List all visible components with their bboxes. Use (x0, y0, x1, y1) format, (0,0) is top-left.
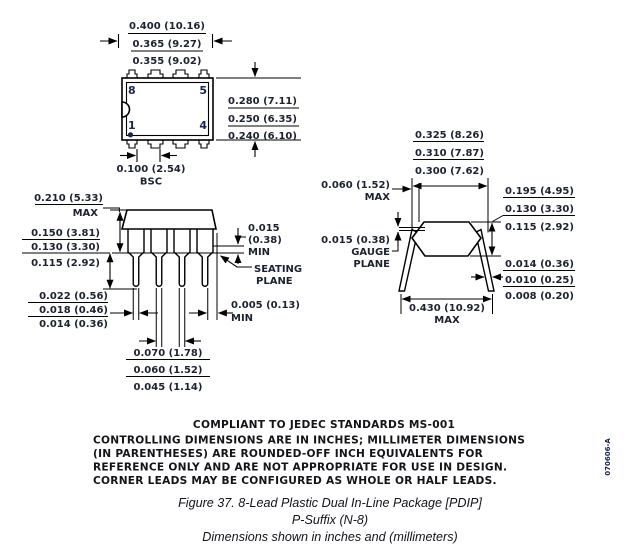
dim-gauge-plane: 0.015 (0.38) (321, 235, 390, 246)
dim-standoff-qualifier: MIN (248, 247, 271, 258)
dim-width-max: 0.400 (10.16) (129, 21, 205, 32)
dim-lead-length-min: 0.115 (2.92) (31, 258, 100, 269)
seating-plane-label-2: PLANE (256, 276, 293, 287)
dim-row-spacing-min: 0.300 (7.62) (415, 166, 484, 177)
dim-shoulder-width-max: 0.070 (1.78) (133, 348, 203, 359)
pin-number-1: 1 (128, 119, 136, 132)
dim-overall-height-qualifier: MAX (72, 208, 98, 219)
pin-number-5: 5 (199, 84, 207, 97)
end-view (321, 130, 575, 326)
dim-lead-length-nom: 0.130 (3.30) (31, 242, 100, 253)
dim-body-max: 0.280 (7.11) (228, 96, 297, 107)
gauge-plane-label-2: PLANE (353, 259, 390, 270)
front-body-outline (122, 210, 216, 229)
dim-body-height-min: 0.115 (2.92) (505, 222, 574, 233)
drawing-revision-code: 070606-A (604, 438, 612, 476)
pin-number-4: 4 (199, 119, 207, 132)
jedec-compliance-note: COMPLIANT TO JEDEC STANDARDS MS-001 (192, 419, 456, 431)
dim-lead-length-max: 0.150 (3.81) (31, 228, 100, 239)
compliance-notes (93, 419, 525, 487)
dim-body-min: 0.240 (6.10) (228, 131, 297, 142)
dim-lead-width-nom: 0.018 (0.46) (39, 305, 108, 316)
dim-width-nom: 0.365 (9.27) (132, 39, 202, 50)
pin-number-8: 8 (128, 84, 136, 97)
dim-standoff: 0.015 (248, 223, 280, 234)
dim-lead-width-min: 0.014 (0.36) (39, 319, 108, 330)
dim-row-spacing-max: 0.325 (8.26) (415, 130, 484, 141)
controlling-dimensions-note-line-1: CONTROLLING DIMENSIONS ARE IN INCHES; MILLIMETER DIMENSIONS (93, 434, 526, 447)
dim-lead-thickness-max: 0.014 (0.36) (505, 259, 574, 270)
dim-span-qualifier: MAX (434, 315, 460, 326)
dim-lead-pitch-qualifier: BSC (139, 176, 163, 188)
controlling-dimensions-note-line-4: CORNER LEADS MAY BE CONFIGURED AS WHOLE OR HALF LEADS. (93, 475, 497, 487)
figure-caption (178, 496, 482, 544)
dim-overhang: 0.060 (1.52) (321, 180, 390, 191)
gauge-plane-label-1: GAUGE (351, 247, 390, 258)
dim-lead-thickness-min: 0.008 (0.20) (505, 291, 574, 302)
dim-shoulder-width-min: 0.045 (1.14) (133, 382, 203, 393)
dim-lead-thickness-nom: 0.010 (0.25) (505, 275, 574, 286)
dim-clearance-qualifier: MIN (231, 313, 254, 324)
pin1-index-notch (122, 102, 130, 117)
dim-body-height-max: 0.195 (4.95) (505, 186, 574, 197)
figure-title: Figure 37. 8-Lead Plastic Dual In-Line Package [PDIP] (178, 496, 482, 510)
front-view-package (122, 210, 216, 286)
top-view (100, 21, 301, 188)
dim-width-min: 0.355 (9.02) (132, 56, 202, 67)
dim-row-spacing-nom: 0.310 (7.87) (415, 148, 484, 159)
seating-plane-label-1: SEATING (254, 264, 303, 275)
dim-lead-pitch: 0.100 (2.54) (116, 164, 186, 175)
top-view-package (122, 70, 213, 148)
dim-clearance: 0.005 (0.13) (231, 300, 300, 311)
dim-shoulder-width-nom: 0.060 (1.52) (133, 365, 203, 376)
dim-standoff-mm: (0.38) (248, 235, 282, 246)
dim-overhang-qualifier: MAX (364, 192, 390, 203)
dim-body-nom: 0.250 (6.35) (228, 114, 297, 125)
figure-suffix: P-Suffix (N-8) (291, 513, 369, 527)
pin1-dot (128, 132, 133, 137)
front-view (22, 193, 302, 393)
dim-body-height-nom: 0.130 (3.30) (505, 204, 574, 215)
controlling-dimensions-note-line-2: (IN PARENTHESES) ARE ROUNDED-OFF INCH EQUIVALENTS FOR (93, 448, 484, 460)
dim-span: 0.430 (10.92) (409, 303, 485, 314)
controlling-dimensions-note-line-3: REFERENCE ONLY AND ARE NOT APPROPRIATE FOR USE IN DESIGN. (93, 461, 508, 474)
dim-lead-width-max: 0.022 (0.56) (39, 291, 108, 302)
figure-units-note: Dimensions shown in inches and (millimeters) (202, 530, 458, 544)
dim-overall-height: 0.210 (5.33) (34, 193, 103, 204)
